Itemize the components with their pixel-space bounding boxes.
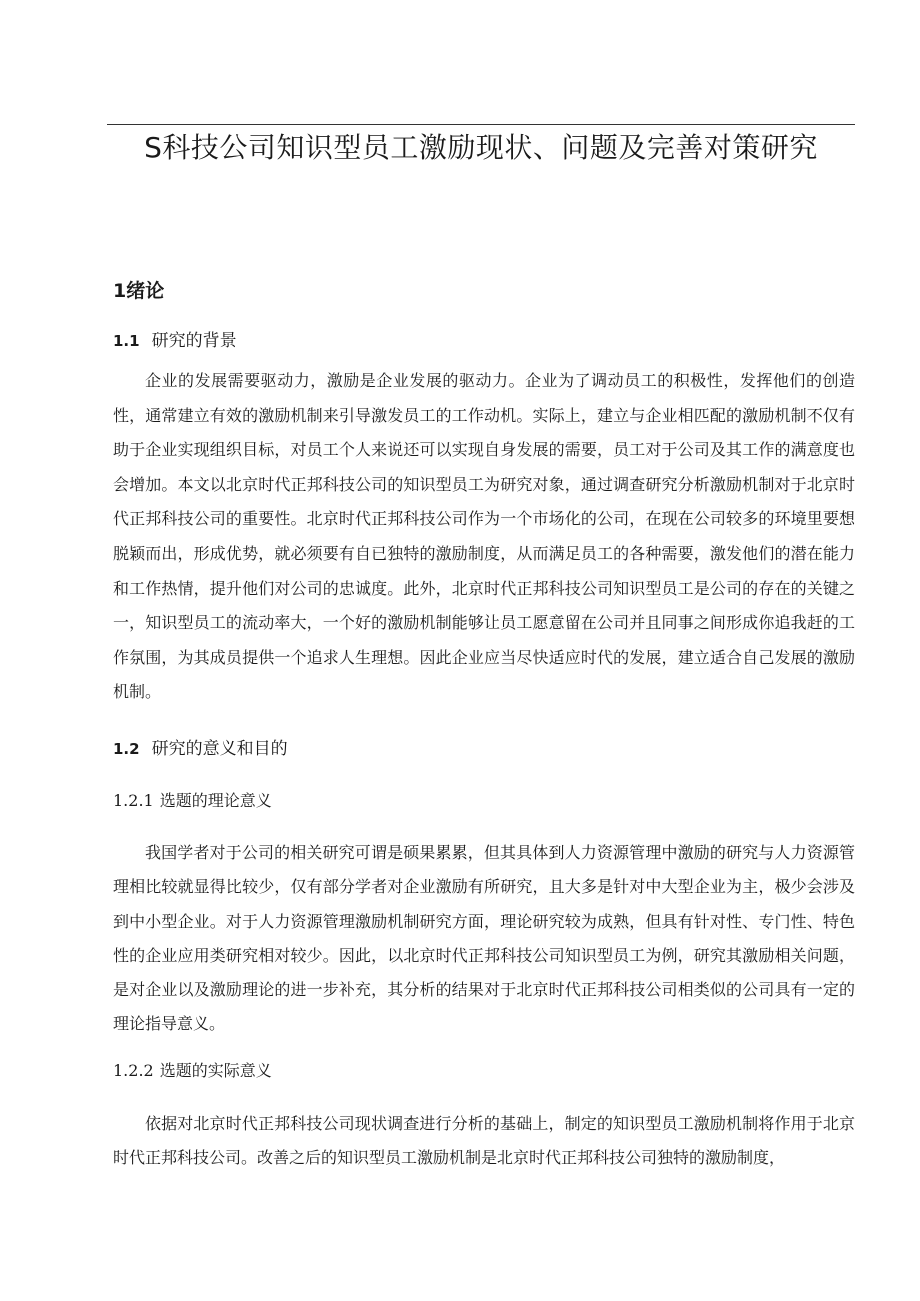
- section-number: 1.2: [113, 740, 140, 758]
- chapter-1-heading: 1绪论: [113, 280, 165, 302]
- section-number: 1.1: [113, 332, 140, 350]
- document-title: S科技公司知识型员工激励现状、问题及完善对策研究: [144, 131, 818, 164]
- subsection-title: 选题的实际意义: [159, 1061, 272, 1080]
- section-1-2-1-heading: [113, 789, 272, 813]
- section-title: 研究的背景: [151, 331, 237, 351]
- section-1-2-2-heading: [113, 1059, 272, 1083]
- section-1-2-1-paragraph: 我国学者对于公司的相关研究可谓是硕果累累，但其具体到人力资源管理中激励的研究与人力资源管理相比较就显得比较少，仅有部分学者对企业激励有所研究，且大多是针对中大型企业为主，极少会涉及到中小型企业。对于人力资源管理激励机制研究方面，理论研究较为成熟，但具有针对性、专门性、特色性的企业应用类研究相对较少。因此，以北京时代正邦科技公司知识型员工为例，研究其激励相关问题，是对企业以及激励理论的进一步补充，其分析的结果对于北京时代正邦科技公司相类似的公司具有一定的理论指导意义。: [113, 843, 855, 1034]
- subsection-number: 1.2.2: [113, 1061, 154, 1080]
- section-title: 研究的意义和目的: [151, 739, 288, 759]
- section-1-2-2-paragraph: 依据对北京时代正邦科技公司现状调查进行分析的基础上，制定的知识型员工激励机制将作用于北京时代正邦科技公司。改善之后的知识型员工激励机制是北京时代正邦科技公司独特的激励制度，: [113, 1114, 855, 1167]
- section-1-1-paragraph: 企业的发展需要驱动力，激励是企业发展的驱动力。企业为了调动员工的积极性，发挥他们的创造性，通常建立有效的激励机制来引导激发员工的工作动机。实际上，建立与企业相匹配的激励机制不仅有助于企业实现组织目标，对员工个人来说还可以实现自身发展的需要，员工对于公司及其工作的满意度也会增加。本文以北京时代正邦科技公司的知识型员工为研究对象，通过调查研究分析激励机制对于北京时代正邦科技公司的重要性。北京时代正邦科技公司作为一个市场化的公司，在现在公司较多的环境里要想脱颖而出，形成优势，就必须要有自已独特的激励制度，从而满足员工的各种需要，激发他们的潜在能力和工作热情，提升他们对公司的忠诚度。此外，北京时代正邦科技公司知识型员工是公司的存在的关键之一，知识型员工的流动率大，一个好的激励机制能够让员工愿意留在公司并且同事之间形成你追我赶的工作氛围，为其成员提供一个追求人生理想。因此企业应当尽快适应时代的发展，建立适合自己发展的激励机制。: [113, 371, 855, 702]
- header-rule: [107, 124, 855, 125]
- section-1-1-heading: [113, 329, 237, 353]
- subsection-number: 1.2.1: [113, 791, 154, 810]
- section-1-2-heading: [113, 737, 288, 761]
- subsection-title: 选题的理论意义: [159, 791, 272, 810]
